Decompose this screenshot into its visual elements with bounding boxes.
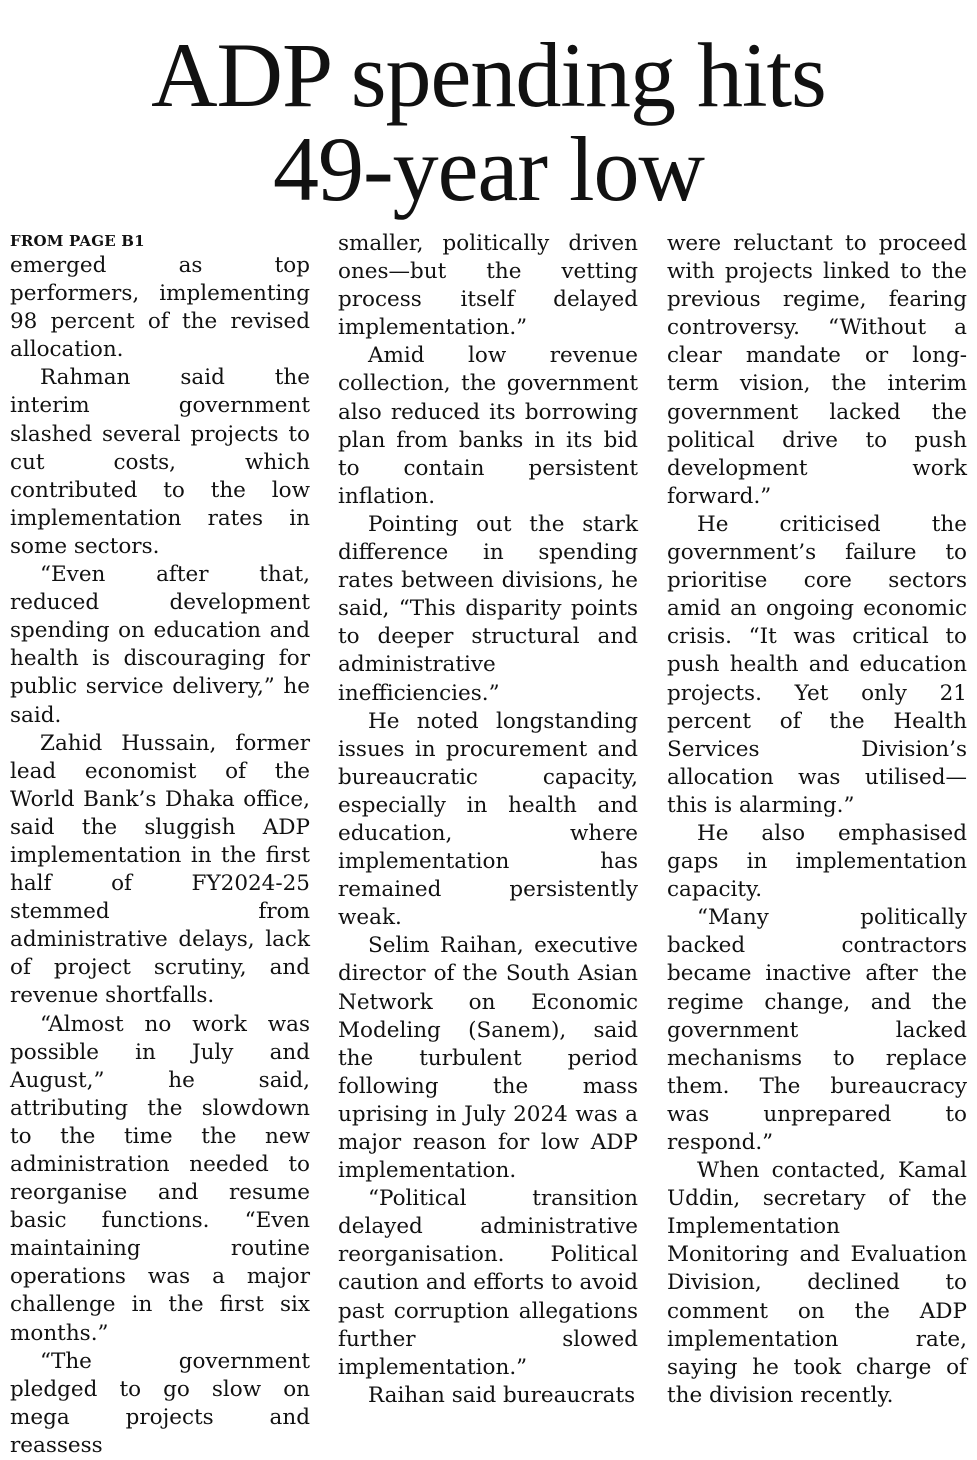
column-3 — [667, 230, 967, 1410]
paragraph: Raihan said bureaucrats — [368, 1382, 636, 1408]
column-1 — [10, 230, 310, 1458]
paragraph: smaller, politically driven ones—but the vetting process itself delayed implementation.” — [338, 231, 638, 341]
paragraph: “Even after that, reduced development spending on education and health is discouraging for public service delivery,” he said. — [10, 562, 310, 728]
paragraph: He also emphasised gaps in implementation capacity. — [667, 820, 967, 903]
paragraph: were reluctant to proceed with projects linked to the previous regime, fearing controversy. “Without a clear mandate or long-term vision, the interim government lacked the political drive to push development work forward.” — [667, 231, 967, 509]
paragraph: When contacted, Kamal Uddin, secretary of the Implementation Monitoring and Evaluation Division, declined to comment on the ADP implementation rate, saying he took charge of the division recently. — [667, 1158, 967, 1408]
column-2 — [338, 230, 638, 1410]
paragraph: “The government pledged to go slow on mega projects and reassess — [10, 1348, 310, 1458]
paragraph: Rahman said the interim government slashed several projects to cut costs, which contributed to the low implementation rates in some sectors. — [10, 365, 310, 559]
paragraph: Zahid Hussain, former lead economist of the World Bank’s Dhaka office, said the sluggish ADP implementation in the first half of FY2024-25 stemmed from administrative delays, lack of project scrutiny, and revenue shortfalls. — [10, 730, 310, 1009]
paragraph: He criticised the government’s failure to prioritise core sectors amid an ongoing economic crisis. “It was critical to push health and education projects. Yet only 21 percent of the Health Services Division’s allocation was utilised—this is alarming.” — [667, 511, 967, 818]
headline — [0, 24, 977, 220]
paragraph: Amid low revenue collection, the government also reduced its borrowing plan from banks in its bid to contain persistent inflation. — [338, 343, 638, 509]
paragraph: “Political transition delayed administrative reorganisation. Political caution and efforts to avoid past corruption allegations further slowed implementation.” — [338, 1186, 638, 1380]
paragraph: “Almost no work was possible in July and August,” he said, attributing the slowdown to the time the new administration needed to reorganise and resume basic functions. “Even maintaining routine operations was a major challenge in the first six months.” — [10, 1011, 310, 1346]
paragraph: Selim Raihan, executive director of the South Asian Network on Economic Modeling (Sanem), said the turbulent period following the mass uprising in July 2024 was a major reason for low ADP implementation. — [338, 933, 638, 1184]
headline-line-2: 49-year low — [273, 118, 704, 220]
headline-line-1: ADP spending hits — [151, 24, 826, 126]
paragraph: “Many politically backed contractors became inactive after the regime change, and the government lacked mechanisms to replace them. The bureaucracy was unprepared to respond.” — [667, 905, 967, 1155]
article-body — [10, 230, 968, 1458]
paragraph: He noted longstanding issues in procurement and bureaucratic capacity, especially in health and education, where implementation has remained persistently weak. — [338, 708, 638, 931]
paragraph: emerged as top performers, implementing 98 percent of the revised allocation. — [10, 253, 310, 363]
continuation-kicker: FROM PAGE B1 — [10, 232, 145, 250]
paragraph: Pointing out the stark difference in spending rates between divisions, he said, “This disparity points to deeper structural and administrative inefficiencies.” — [338, 511, 638, 706]
